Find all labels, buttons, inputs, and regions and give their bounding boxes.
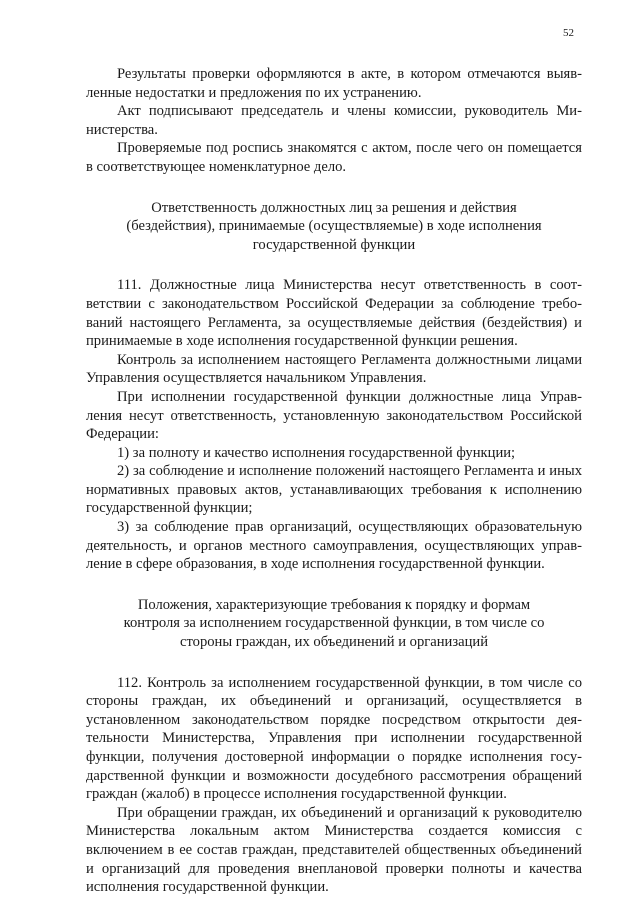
paragraph: При обращении граждан, их объединений и организаций к руководителю Министерства локальным актом Министерства создается комиссия с включением в ее состав граждан, представителей общественных объединений и организаций для проведения внеплановой проверки полноты и качества исполнения государственной функции. [86, 804, 582, 896]
paragraph: Акт подписывают председатель и члены комиссии, руководитель Министерства. [86, 103, 582, 138]
paragraph: При исполнении государственной функции должностные лица Управления несут ответственность, установленную законодательством Российской Федерации: [86, 388, 582, 443]
paragraph: Проверяемые под роспись знакомятся с актом, после чего он помещается в соответствующее номенклатурное дело. [86, 140, 582, 175]
list-item: 2) за соблюдение и исполнение положений настоящего Регламента и иных нормативных правовых актов, устанавливающих требования к исполнению государственной функции; [86, 463, 582, 517]
paragraph: Контроль за исполнением настоящего Регламента должностными лицами Управления осуществляется начальником Управления. [86, 351, 582, 387]
section-heading: Положения, характеризующие требования к порядку и формам контроля за исполнением государственной функции, в том числе со стороны граждан, их объединений и организаций [123, 596, 545, 651]
page-number: 52 [563, 27, 574, 39]
list-item: 3) за соблюдение прав организаций, осуществляющих образовательную деятельность, и органов местного самоуправления, осуществляющих управление в сфере образования, в ходе исполнения государственной функции. [86, 519, 582, 573]
paragraph: 112. Контроль за исполнением государственной функции, в том числе со стороны граждан, их объединений и организаций, осуществляется в установленном законодательством порядке посредством открытости деятельности Министерства, Управления при исполнении государственной функции, получения достоверной информации о порядке исполнения государственной функции и возможности досудебного рассмотрения обращений граждан (жалоб) в процессе исполнения государственной функции. [86, 674, 582, 803]
paragraph: 111. Должностные лица Министерства несут ответственность в соответствии с законодательством Российской Федерации за соблюдение требований настоящего Регламента, за осуществляемые действия (бездействия) и принимаемые в ходе исполнения государственной функции решения. [86, 277, 582, 350]
list-item: 1) за полноту и качество исполнения государственной функции; [117, 444, 516, 461]
document-body [86, 65, 582, 897]
paragraph: Результаты проверки оформляются в акте, в котором отмечаются выявленные недостатки и предложения по их устранению. [86, 66, 582, 101]
section-heading: Ответственность должностных лиц за решения и действия (бездействия), принимаемые (осуществляемые) в ходе исполнения государственной функции [126, 199, 542, 253]
